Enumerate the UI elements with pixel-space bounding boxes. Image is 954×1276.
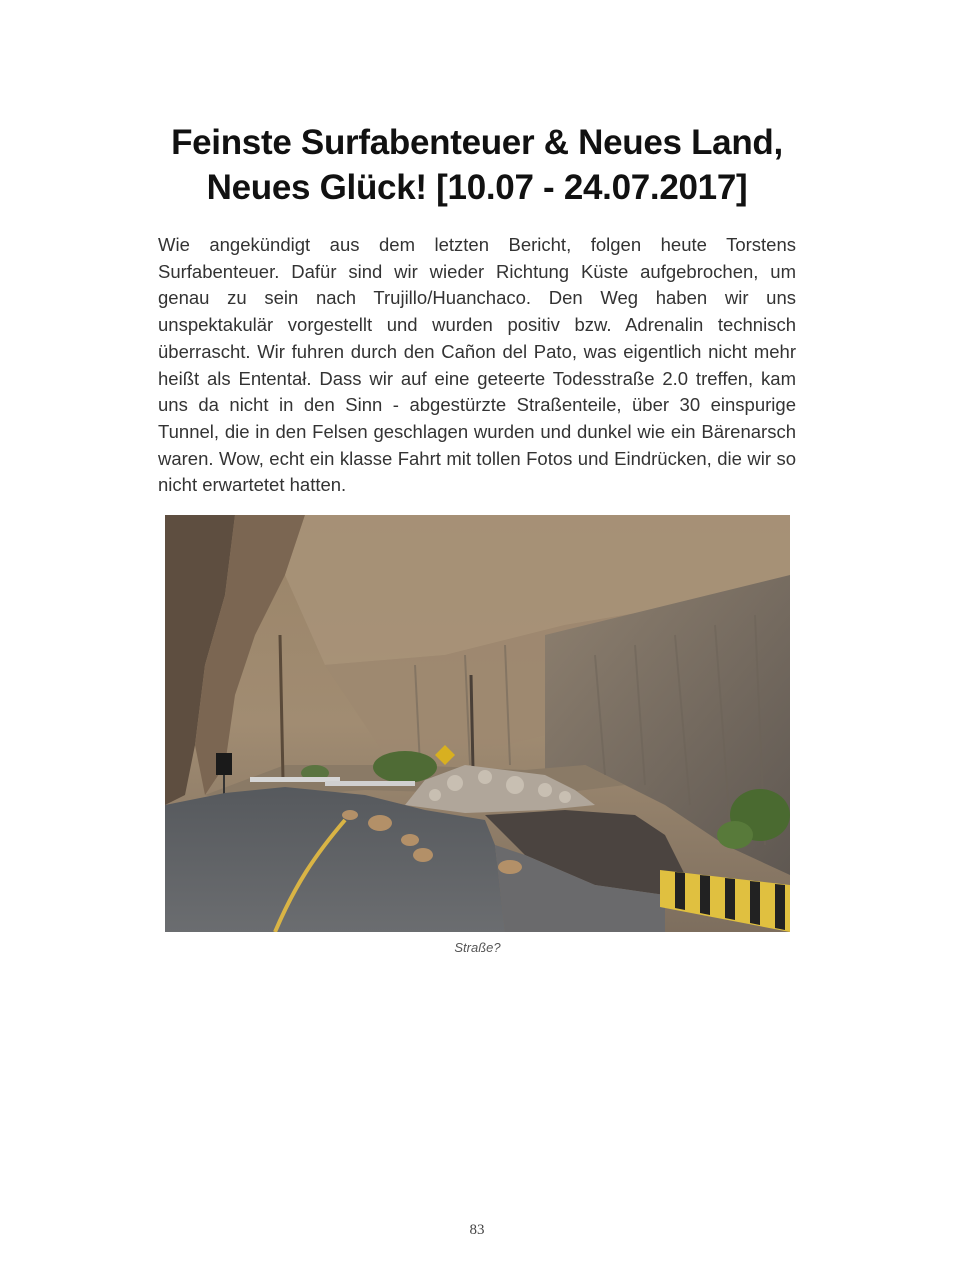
title-line-1: Feinste Surfabenteuer & Neues Land, (171, 123, 783, 162)
road-photo (165, 515, 790, 932)
page-number: 83 (469, 1222, 485, 1238)
figure-caption: Straße? (454, 940, 501, 955)
title-line-2: Neues Glück! [10.07 - 24.07.2017] (206, 168, 748, 207)
page-title (100, 120, 854, 210)
body-paragraph: Wie angekündigt aus dem letzten Bericht, folgen heute Torstens Surfabenteuer. Dafür sind wir wieder Richtung Küste aufgebrochen, um genau zu sein nach Trujillo/Huanchaco. Den Weg haben wir uns unspektakulär vorgestellt und wurden positiv bzw. Adrenalin technisch überrascht. Wir fuhren durch den Cañon del Pato, was eigentlich nicht mehr heißt als Ententał. Dass wir auf eine geteerte Todesstraße 2.0 treffen, kam uns da nicht in den Sinn - abgestürzte Straßenteile, über 30 einspurige Tunnel, die in den Felsen geschlagen wurden und dunkel wie ein Bärenarsch waren. Wow, echt ein klasse Fahrt mit tollen Fotos und Eindrücken, die wir so nicht erwartetet hatten. (158, 234, 796, 496)
